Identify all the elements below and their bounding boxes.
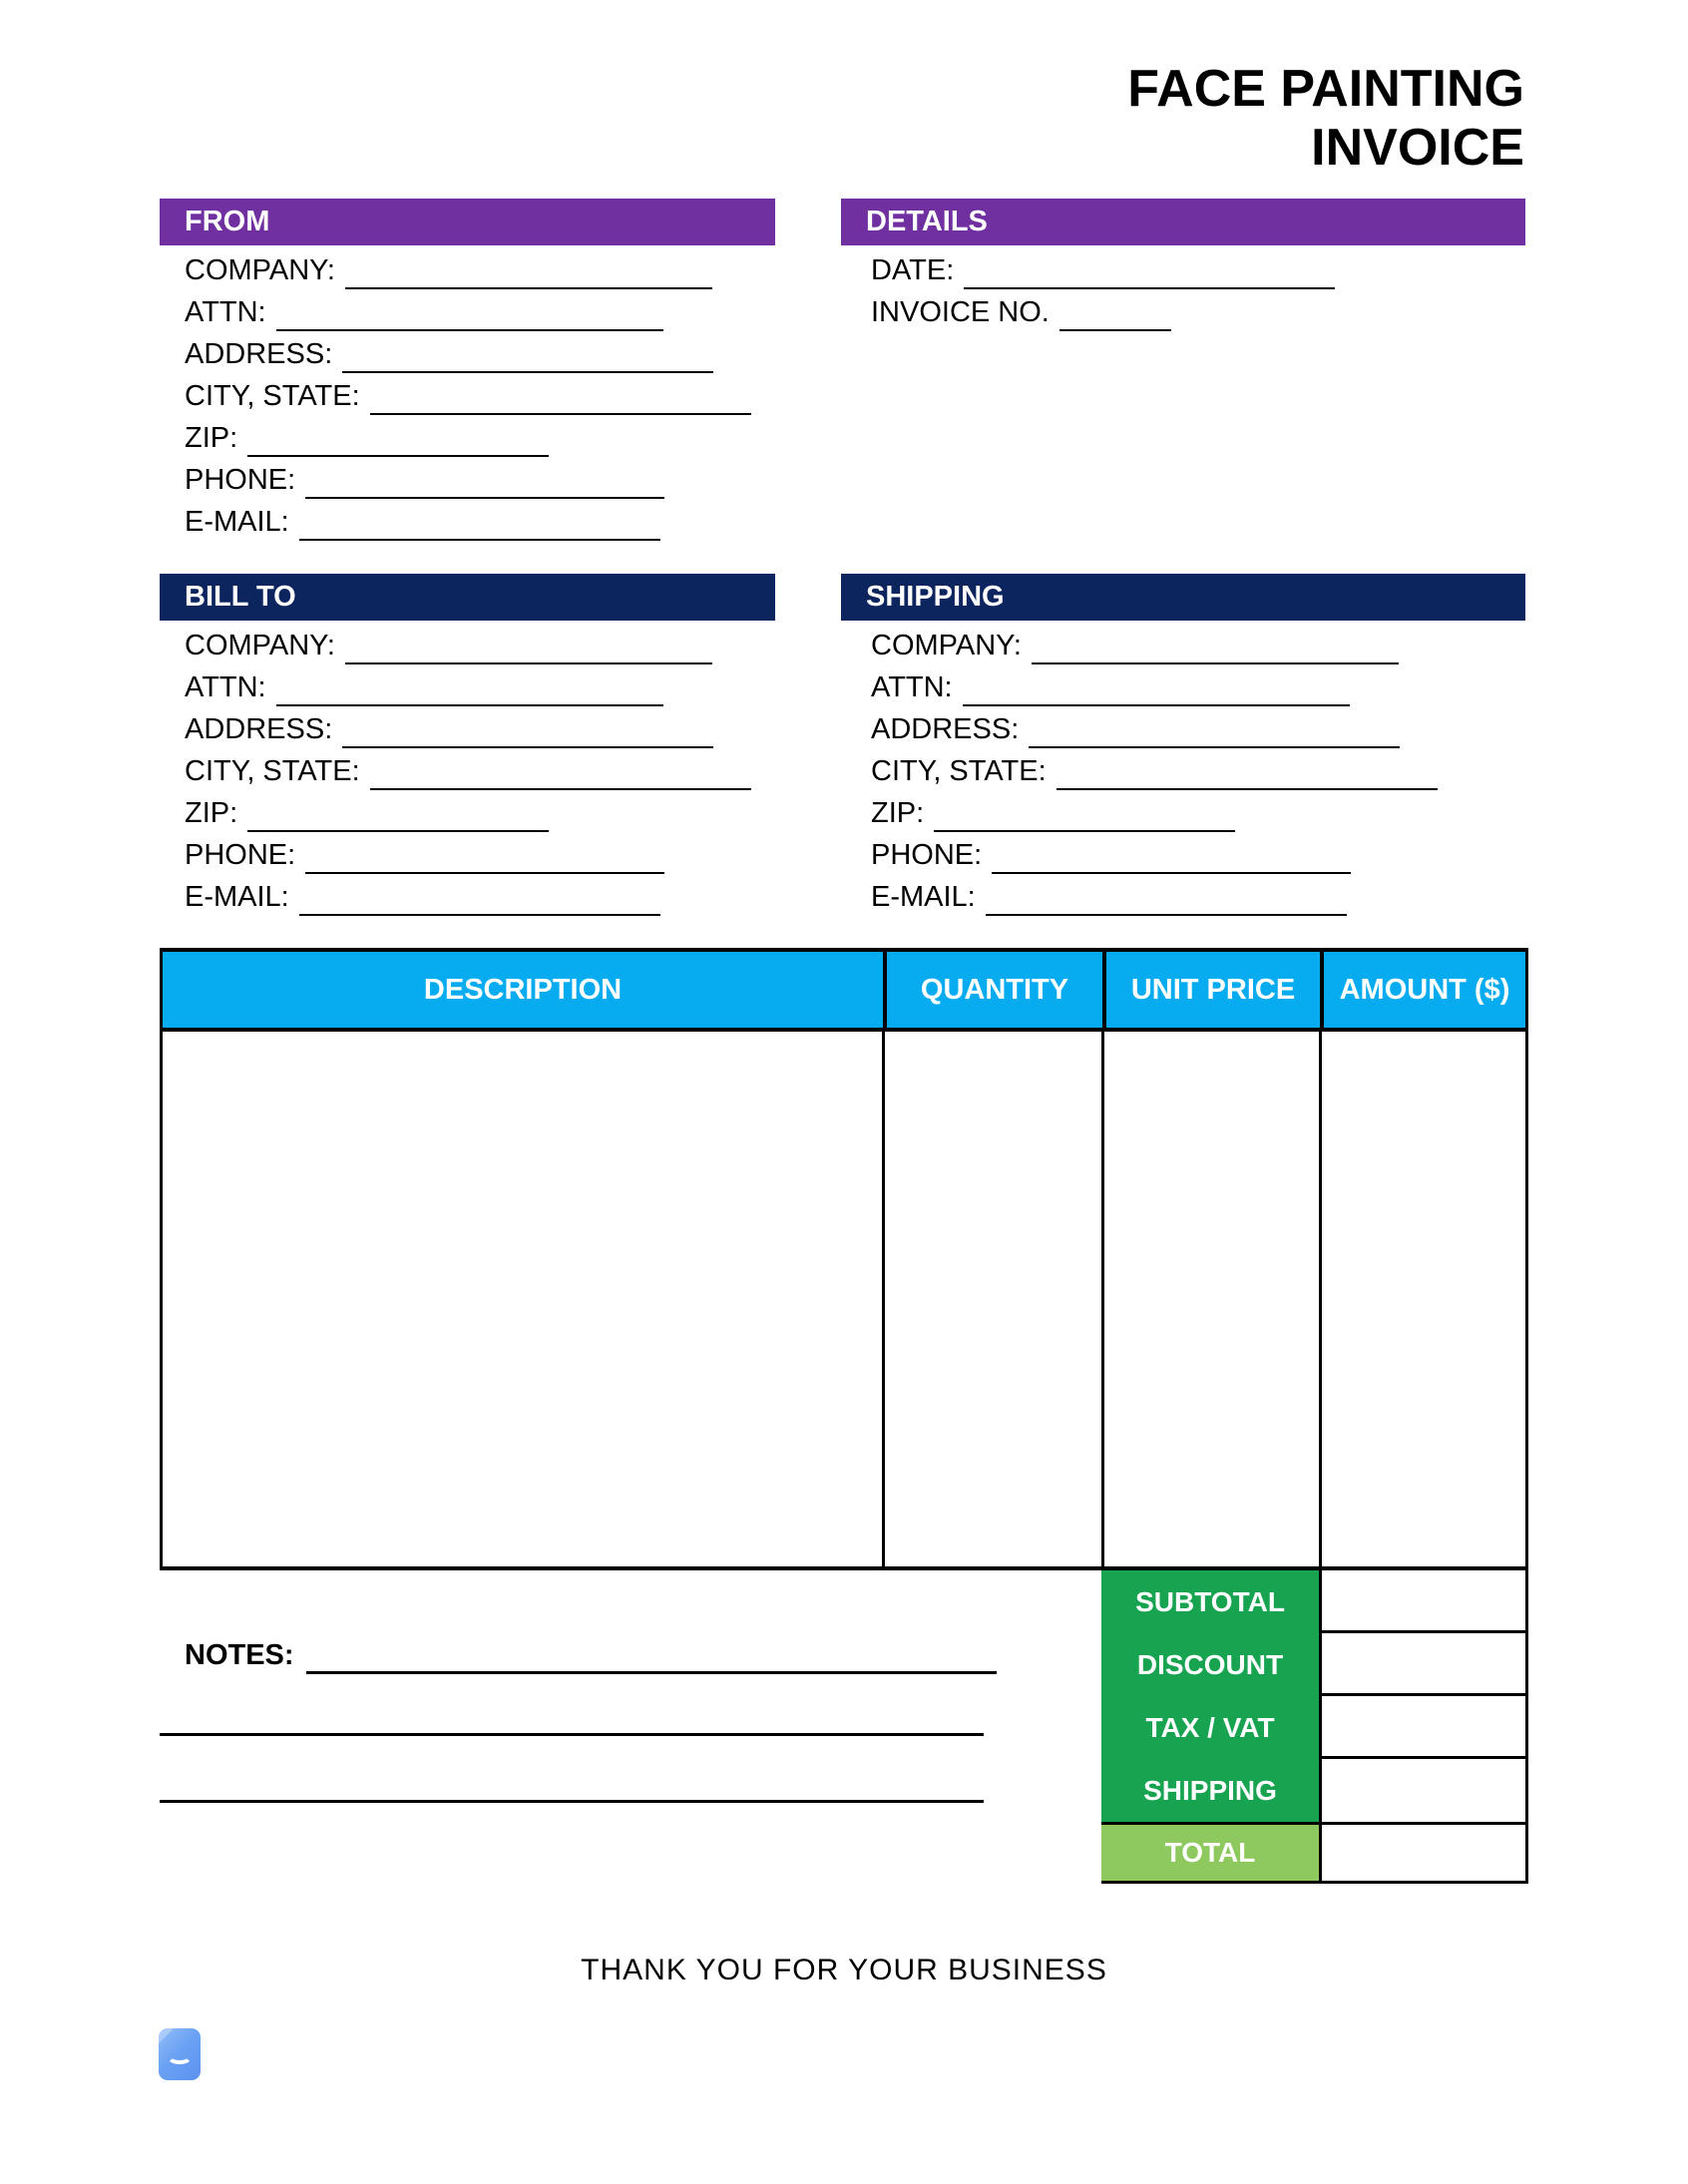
details-section-header — [841, 199, 1525, 245]
subtotal-value-cell[interactable] — [1319, 1570, 1528, 1633]
shipping-cost-value-cell[interactable] — [1319, 1759, 1528, 1822]
shipping-section-header — [841, 574, 1525, 621]
ship-attn-label: ATTN: — [871, 671, 953, 703]
bill-to-fields — [185, 623, 751, 916]
from-city-state-input-line[interactable] — [370, 379, 751, 415]
details-date-row — [871, 247, 1335, 289]
bill-to-section-header — [160, 574, 775, 621]
notes-input-line-1[interactable] — [306, 1637, 997, 1674]
total-row — [1101, 1822, 1528, 1884]
bill-zip-label: ZIP: — [185, 797, 238, 829]
ship-city-state-input-line[interactable] — [1056, 754, 1438, 790]
ship-address-row — [871, 706, 1438, 748]
column-header-unit-price: UNIT PRICE — [1102, 952, 1320, 1028]
bill-company-row — [185, 623, 751, 664]
ship-phone-row — [871, 832, 1438, 874]
bill-to-section-title: BILL TO — [185, 581, 296, 613]
ship-email-label: E-MAIL: — [871, 881, 976, 913]
from-email-input-line[interactable] — [299, 505, 660, 541]
from-zip-label: ZIP: — [185, 422, 238, 454]
column-header-description: DESCRIPTION — [423, 973, 623, 1006]
column-header-amount: AMOUNT ($) — [1320, 952, 1525, 1028]
details-invoice-no-row — [871, 289, 1335, 331]
tax-vat-value-cell[interactable] — [1319, 1696, 1528, 1759]
bill-city-state-input-line[interactable] — [370, 754, 751, 790]
notes-input-line-2[interactable] — [160, 1733, 984, 1736]
from-company-row — [185, 247, 751, 289]
from-email-label: E-MAIL: — [185, 506, 289, 538]
tax-vat-row — [1101, 1696, 1528, 1759]
bill-zip-input-line[interactable] — [247, 796, 549, 832]
ship-zip-label: ZIP: — [871, 797, 925, 829]
ship-company-label: COMPANY: — [871, 630, 1022, 661]
bill-city-state-row — [185, 748, 751, 790]
page-title — [1127, 60, 1524, 178]
bill-address-input-line[interactable] — [342, 712, 713, 748]
total-value-cell[interactable] — [1319, 1825, 1528, 1884]
from-phone-row — [185, 457, 751, 499]
logo-smile-icon — [167, 2048, 193, 2064]
bill-phone-row — [185, 832, 751, 874]
bill-email-label: E-MAIL: — [185, 881, 289, 913]
from-attn-label: ATTN: — [185, 296, 266, 328]
from-company-label: COMPANY: — [185, 254, 335, 286]
from-section-title: FROM — [185, 206, 270, 237]
ship-city-state-label: CITY, STATE: — [871, 755, 1047, 787]
totals-block — [1101, 1570, 1528, 1884]
bill-phone-label: PHONE: — [185, 839, 296, 871]
items-table-header — [160, 948, 1528, 1032]
from-phone-label: PHONE: — [185, 464, 296, 496]
ship-phone-label: PHONE: — [871, 839, 983, 871]
ship-address-input-line[interactable] — [1029, 712, 1400, 748]
column-divider-description-quantity — [882, 1032, 885, 1566]
page-title-line2: INVOICE — [1311, 119, 1524, 177]
bill-address-row — [185, 706, 751, 748]
smile-document-logo-icon — [159, 2028, 201, 2080]
details-invoice-no-label: INVOICE NO. — [871, 296, 1050, 328]
shipping-fields — [871, 623, 1438, 916]
ship-zip-row — [871, 790, 1438, 832]
shipping-cost-label: SHIPPING — [1101, 1759, 1319, 1822]
discount-row — [1101, 1633, 1528, 1696]
bill-attn-label: ATTN: — [185, 671, 266, 703]
details-fields — [871, 247, 1335, 331]
bill-address-label: ADDRESS: — [185, 713, 333, 745]
logo-fold-corner — [159, 2028, 174, 2043]
ship-city-state-row — [871, 748, 1438, 790]
bill-attn-row — [185, 664, 751, 706]
details-date-label: DATE: — [871, 254, 955, 286]
total-label: TOTAL — [1101, 1825, 1319, 1884]
from-email-row — [185, 499, 751, 541]
ship-address-label: ADDRESS: — [871, 713, 1020, 745]
discount-label: DISCOUNT — [1101, 1633, 1319, 1696]
items-table-body[interactable] — [160, 1032, 1528, 1570]
from-address-row — [185, 331, 751, 373]
bill-attn-input-line[interactable] — [276, 670, 663, 706]
shipping-section-title: SHIPPING — [866, 581, 1005, 613]
thank-you-message: THANK YOU FOR YOUR BUSINESS — [581, 1954, 1107, 1986]
ship-company-row — [871, 623, 1438, 664]
bill-city-state-label: CITY, STATE: — [185, 755, 360, 787]
notes-label: NOTES: — [185, 1639, 294, 1671]
from-city-state-row — [185, 373, 751, 415]
from-phone-input-line[interactable] — [305, 463, 664, 499]
from-zip-row — [185, 415, 751, 457]
bill-email-input-line[interactable] — [299, 880, 660, 916]
notes-row — [185, 1636, 997, 1674]
from-company-input-line[interactable] — [345, 253, 712, 289]
page-title-line1: FACE PAINTING — [1127, 60, 1524, 118]
from-address-label: ADDRESS: — [185, 338, 333, 370]
column-divider-quantity-unit-price — [1101, 1032, 1104, 1566]
bill-company-label: COMPANY: — [185, 630, 335, 661]
ship-email-input-line[interactable] — [986, 880, 1347, 916]
shipping-cost-row — [1101, 1759, 1528, 1822]
details-date-input-line[interactable] — [964, 253, 1335, 289]
bill-company-input-line[interactable] — [345, 629, 712, 664]
from-attn-row — [185, 289, 751, 331]
bill-email-row — [185, 874, 751, 916]
from-section-header — [160, 199, 775, 245]
notes-input-line-3[interactable] — [160, 1800, 984, 1803]
ship-attn-row — [871, 664, 1438, 706]
details-section-title: DETAILS — [866, 206, 988, 237]
bill-zip-row — [185, 790, 751, 832]
ship-attn-input-line[interactable] — [963, 670, 1350, 706]
column-divider-unit-price-amount — [1319, 1032, 1322, 1566]
from-fields — [185, 247, 751, 541]
bill-phone-input-line[interactable] — [305, 838, 664, 874]
from-zip-input-line[interactable] — [247, 421, 549, 457]
ship-email-row — [871, 874, 1438, 916]
subtotal-label: SUBTOTAL — [1101, 1570, 1319, 1633]
discount-value-cell[interactable] — [1319, 1633, 1528, 1696]
subtotal-row — [1101, 1570, 1528, 1633]
details-invoice-no-input-line[interactable] — [1059, 295, 1171, 331]
from-attn-input-line[interactable] — [276, 295, 663, 331]
tax-vat-label: TAX / VAT — [1101, 1696, 1319, 1759]
column-header-quantity: QUANTITY — [883, 952, 1102, 1028]
ship-phone-input-line[interactable] — [992, 838, 1351, 874]
ship-company-input-line[interactable] — [1032, 629, 1399, 664]
from-address-input-line[interactable] — [342, 337, 713, 373]
ship-zip-input-line[interactable] — [934, 796, 1235, 832]
from-city-state-label: CITY, STATE: — [185, 380, 360, 412]
